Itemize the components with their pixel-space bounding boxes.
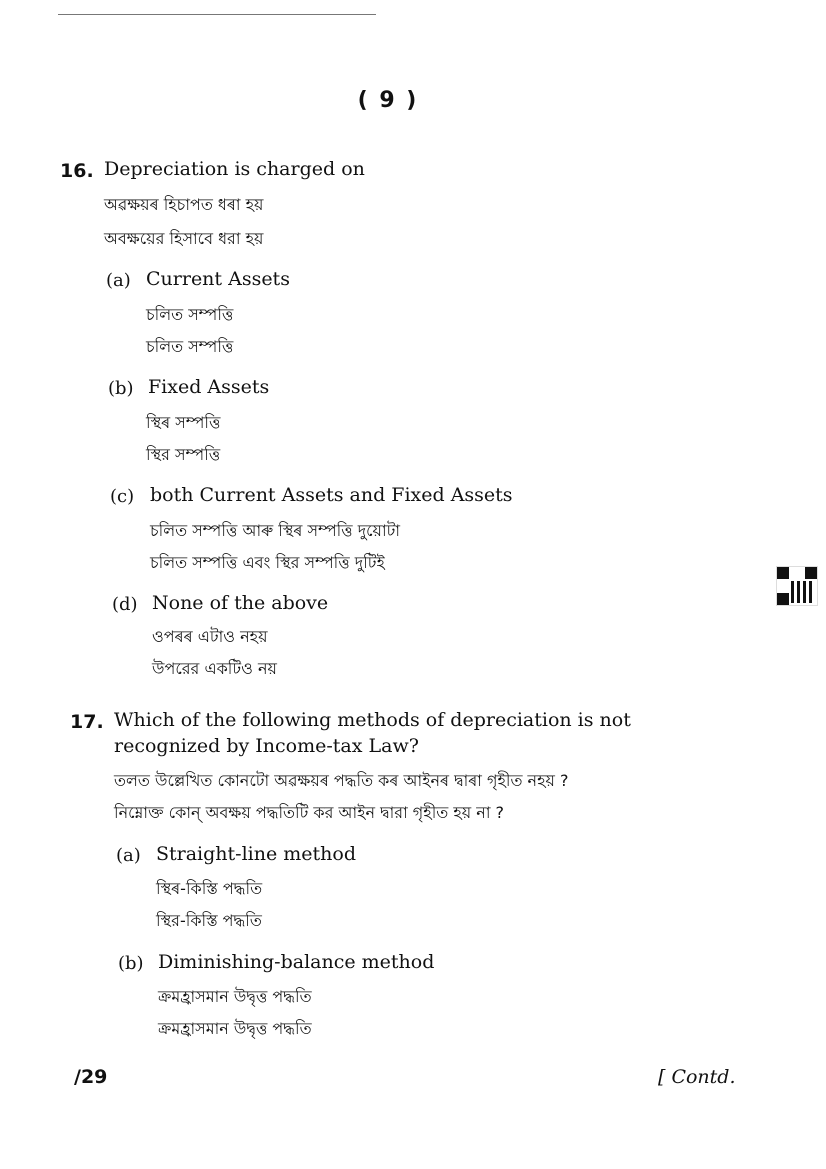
continued-marker: [ Contd. xyxy=(658,1066,736,1088)
option-text-bn: স্থির সম্পত্তি xyxy=(146,445,221,464)
option-label: (d) xyxy=(112,594,138,615)
question-text-en: Depreciation is charged on xyxy=(104,158,365,180)
option-text-as: চলিত সম্পত্তি xyxy=(146,305,234,324)
question-text-as: তলত উল্লেখিত কোনটো অৱক্ষয়ৰ পদ্ধতি কৰ আইনৰ দ্বাৰা গৃহীত নহয় ? xyxy=(114,771,569,790)
question-number: 16. xyxy=(60,160,94,182)
question-text-bn: অবক্ষয়ের হিসাবে ধরা হয় xyxy=(104,229,264,248)
option-text-as: চলিত সম্পত্তি আৰু স্থিৰ সম্পত্তি দুয়োটা xyxy=(150,521,400,540)
option-text-bn: উপরের একটিও নয় xyxy=(152,659,277,678)
option-label: (a) xyxy=(116,845,141,866)
option-label: (a) xyxy=(106,270,131,291)
option-text-en: Straight-line method xyxy=(156,843,357,865)
option-text-bn: চলিত সম্পত্তি xyxy=(146,337,234,356)
option-text-en: both Current Assets and Fixed Assets xyxy=(150,484,513,506)
option-text-as: স্থিৰ সম্পত্তি xyxy=(146,413,221,432)
option-label: (b) xyxy=(118,953,144,974)
option-text-bn: চলিত সম্পত্তি এবং স্থির সম্পত্তি দুটিই xyxy=(150,553,385,572)
question-text-as: অৱক্ষয়ৰ হিচাপত ধৰা হয় xyxy=(104,195,264,214)
option-text-en: None of the above xyxy=(152,592,329,614)
question-text-en-line-2: recognized by Income-tax Law? xyxy=(114,735,419,757)
question-text-en-line-1: Which of the following methods of depreciation is not xyxy=(114,709,631,731)
option-label: (c) xyxy=(110,486,135,507)
question-number: 17. xyxy=(70,711,104,733)
option-text-en: Current Assets xyxy=(146,268,290,290)
question-text-bn: নিম্নোক্ত কোন্ অবক্ষয় পদ্ধতিটি কর আইন দ্বারা গৃহীত হয় না ? xyxy=(114,803,505,822)
option-text-en: Diminishing-balance method xyxy=(158,951,435,973)
paper-code: /29 xyxy=(74,1066,108,1088)
option-text-bn: স্থির-কিস্তি পদ্ধতি xyxy=(156,911,262,930)
option-text-bn: ক্রমহ্রাসমান উদ্বৃত্ত পদ্ধতি xyxy=(158,1019,312,1038)
option-text-as: ক্ৰমহ্ৰাসমান উদ্বৃত্ত পদ্ধতি xyxy=(158,987,312,1006)
qr-code-icon xyxy=(776,566,818,606)
option-label: (b) xyxy=(108,378,134,399)
option-text-as: ওপৰৰ এটাও নহয় xyxy=(152,627,268,646)
option-text-en: Fixed Assets xyxy=(148,376,270,398)
page-number: ( 9 ) xyxy=(357,88,419,113)
top-rule xyxy=(58,14,376,15)
option-text-as: স্থিৰ-কিস্তি পদ্ধতি xyxy=(156,879,263,898)
